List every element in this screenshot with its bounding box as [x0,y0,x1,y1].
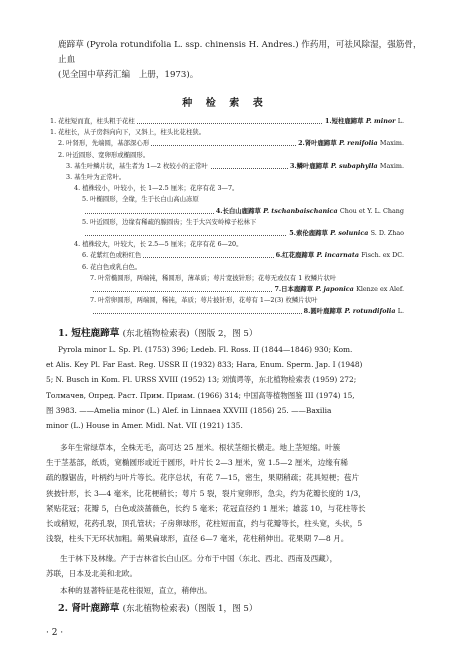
key-result-latin-name: P. subaphylla [330,161,378,170]
key-result-author: Chou et Y. L. Chang [339,206,404,215]
key-line [74,183,404,193]
key-line-text: 5. 叶近圆形，边缘有稀疏的腺圆齿；生于大兴安岭樟子松林下 [82,217,257,226]
species-1-citations [46,342,432,433]
key-line [82,262,404,272]
key-result [272,284,404,294]
key-result-chinese-name: 索伦鹿蹄草 [295,229,328,237]
citation-line: 图 3983. ——Amelia minor (L.) Alef. in Linnaea XXVIII (1856) 25. ——Baxilia [46,405,332,415]
distribution-line: 苏联，日本及北美和北欧。 [46,569,138,579]
key-line [58,138,404,148]
key-result-latin-name: P. renifolia [338,139,378,148]
key-line-text [90,307,92,315]
species-1-heading [58,325,258,339]
key-line-text: 4. 植株较大，叶较大，长 2.5—5 厘米；花序有花 6—20。 [74,240,243,249]
key-result-author: S. D. Zhao [370,229,404,237]
key-line-text: 2. 叶近圆形、宽卵形或椭圆形。 [58,150,150,159]
key-result-author: Klenze ex Alef. [356,285,404,293]
key-result-chinese-name: 鳞叶鹿蹄草 [296,161,329,170]
key-line-text [90,285,92,293]
intro-line: (见全国中草药汇编 上册，1973)。 [58,70,199,80]
key-result-latin-name: P. solunica [330,229,369,237]
key-line-text: 6. 花白色或乳白色。 [82,262,142,271]
key-line-text: 1. 花柱长，从子房斜向向下，又斜上，柱头比花柱狭。 [50,128,206,137]
key-line [82,228,404,238]
key-result-chinese-name: 短柱鹿蹄草 [331,117,364,125]
key-result [296,138,404,148]
key-result-latin-name: P. tschanbaischanica [263,206,338,215]
key-result-author: Maxim. [379,139,404,148]
key-line [90,306,404,316]
key-result [274,250,404,260]
habitat-line: 生于林下及林缘。产于吉林省长白山区。分布于中国（东北、西北、西南及西藏）， [60,554,338,563]
species-1-description [46,440,432,546]
description-line: 长或稍短，花药孔裂，顶孔管状；子房卵球形，花柱短而直，约与花瓣等长，柱头宽，头状，5 [46,519,363,529]
key-line [82,194,404,204]
key-result-latin-name: P. incarnata [316,251,360,260]
citation-line: minor (L.) House in Amer. Midl. Nat. VII (1921) 135. [46,421,243,431]
species-2-number: 2. [58,603,69,614]
key-line [82,250,404,260]
key-result-author: Fisch. ex DC. [361,251,404,260]
key-result-latin-name: P. japonica [315,285,354,293]
species-1-habitat [46,551,432,581]
key-result-number: 5. [289,229,296,237]
description-line: 多年生常绿草本，全株无毛，高可达 25 厘米。根状茎细长横走。地上茎短缩。叶簇 [60,443,341,452]
key-result [302,306,404,316]
species-2-heading [58,600,258,614]
key-result [287,228,404,238]
citation-line: Толмачев, Опред. Раст. Прим. Приам. (1966) 314; 中国高等植物图鉴 III (1974) 15, [46,390,355,400]
citation-line: et Alis. Key Pl. Far East. Reg. USSR II (1932) 833; Hara, Enum. Sperm. Jap. I (1948) [46,360,363,370]
species-2-reference: (东北植物检索表)（图版 1，图 5） [122,604,258,614]
key-line-text: 3. 基生叶为正常叶。 [66,173,126,181]
page-number: · 2 · [46,628,64,638]
key-result-number: 3. [289,161,297,170]
key-result-number: 4. [215,206,223,215]
key-line [66,172,404,182]
species-1-reference: (东北植物检索表)（图版 2，图 5） [122,329,258,339]
citation-line: 5; N. Busch in Kom. Fl. URSS XVIII (1952) 13; 刘慎谔等，东北植物检索表 (1959) 272; [46,375,357,385]
description-line: 狭披针形，长 3—4 毫米，比花梗稍长；萼片 5 裂，裂片宽卵形，急尖，约为花瓣长度的 1/3， [46,488,366,498]
key-result-number: 2. [298,139,305,148]
key-result-chinese-name: 肾叶鹿蹄草 [304,139,337,148]
key-title: 种 检 索 表 [182,98,268,109]
key-line [58,150,404,160]
key-result [214,206,404,216]
key-result-number: 1. [324,117,332,125]
key-line-text: 3. 基生叶鳞片状，基生者为 1—2 枚较小的正常叶 [66,161,208,170]
description-line: 紧贴花冠；花瓣 5，白色或淡蔷薇色，长约 5 毫米；花冠直径约 1 厘米；雄蕊 10，与花柱等长 [46,503,366,513]
key-line [90,295,404,305]
key-result-chinese-name: 日本鹿蹄草 [281,285,314,293]
description-line: 生于茎基部，纸质，宽椭圆形或近于圆形，叶片长 2—3 厘米，宽 1.5—2 厘米，边缘有稀 [46,458,349,468]
key-result-chinese-name: 圆叶鹿蹄草 [310,307,343,316]
key-result [323,116,404,126]
key-line-text: 1. 花柱短而直，柱头粗于花柱 [50,117,135,125]
key-line [82,206,404,216]
key-result-chinese-name: 长白山鹿蹄草 [222,206,261,215]
key-result [288,161,404,171]
species-1-number: 1. [58,328,69,339]
key-result-author: L. [397,307,404,316]
key-result-chinese-name: 红花鹿蹄草 [282,251,315,260]
species-1-note: 本种的显著特征是花柱很短，直立，稍伸出。 [60,586,212,595]
intro-paragraph [58,38,430,83]
key-result-latin-name: P. minor [365,117,396,125]
key-line [82,217,404,227]
key-line-text: 6. 花紫红色或粉红色 [82,251,142,260]
key-line [50,116,404,126]
species-2-name: 肾叶鹿蹄草 [71,603,120,614]
key-result-number: 7. [274,285,282,293]
key-line [66,161,404,171]
key-line [90,284,404,294]
key-line [90,273,404,283]
key-result-latin-name: P. rotundifolia [344,307,396,316]
description-line: 浅裂，柱头下无环状加粗。蒴果扁球形，直径 6—7 毫米，花柱稍伸出。花果期 7—8 月。 [46,534,349,544]
key-result-number: 8. [303,307,311,316]
key-result-number: 6. [275,251,283,260]
key-line [74,239,404,249]
key-line-text: 7. 叶常椭圆形，两端钝，稀圆形，薄革质；萼片宽披针形；花萼无或仅有 1 枚鳞片状叶 [90,273,337,282]
species-1-name: 短柱鹿蹄草 [71,328,120,339]
key-line-text: 2. 叶肾形，先端圆，基部深心形 [58,139,150,148]
key-line-text [82,207,84,215]
citation-line: Pyrola minor L. Sp. Pl. (1753) 396; Ledeb. Fl. Ross. II (1844—1846) 930; Kom. [58,345,353,354]
key-line [50,127,404,137]
intro-line: 鹿蹄草 (Pyrola rotundifolia L. ssp. chinensis H. Andres.) 作药用，可祛风除湿，强筋骨，止血 [58,40,422,65]
key-result-author: Maxim. [379,161,404,170]
key-line-text [82,229,84,237]
description-line: 疏的腺锯齿，叶柄约与叶片等长。花序总状，有花 7—15，密生，果期稍疏；花具短梗；苞片 [46,473,360,483]
key-line-text: 4. 植株较小，叶较小，长 1—2.5 厘米；花序有花 3—7。 [74,184,239,193]
key-line-text: 5. 叶椭圆形，全缘，生于长白山高山冻原 [82,195,199,204]
key-line-text: 7. 叶常卵圆形，两端圆，稀钝，革质；萼片披针形，花萼有 1—2(3) 枚鳞片状叶 [90,296,318,305]
key-result-author: L. [397,117,404,125]
